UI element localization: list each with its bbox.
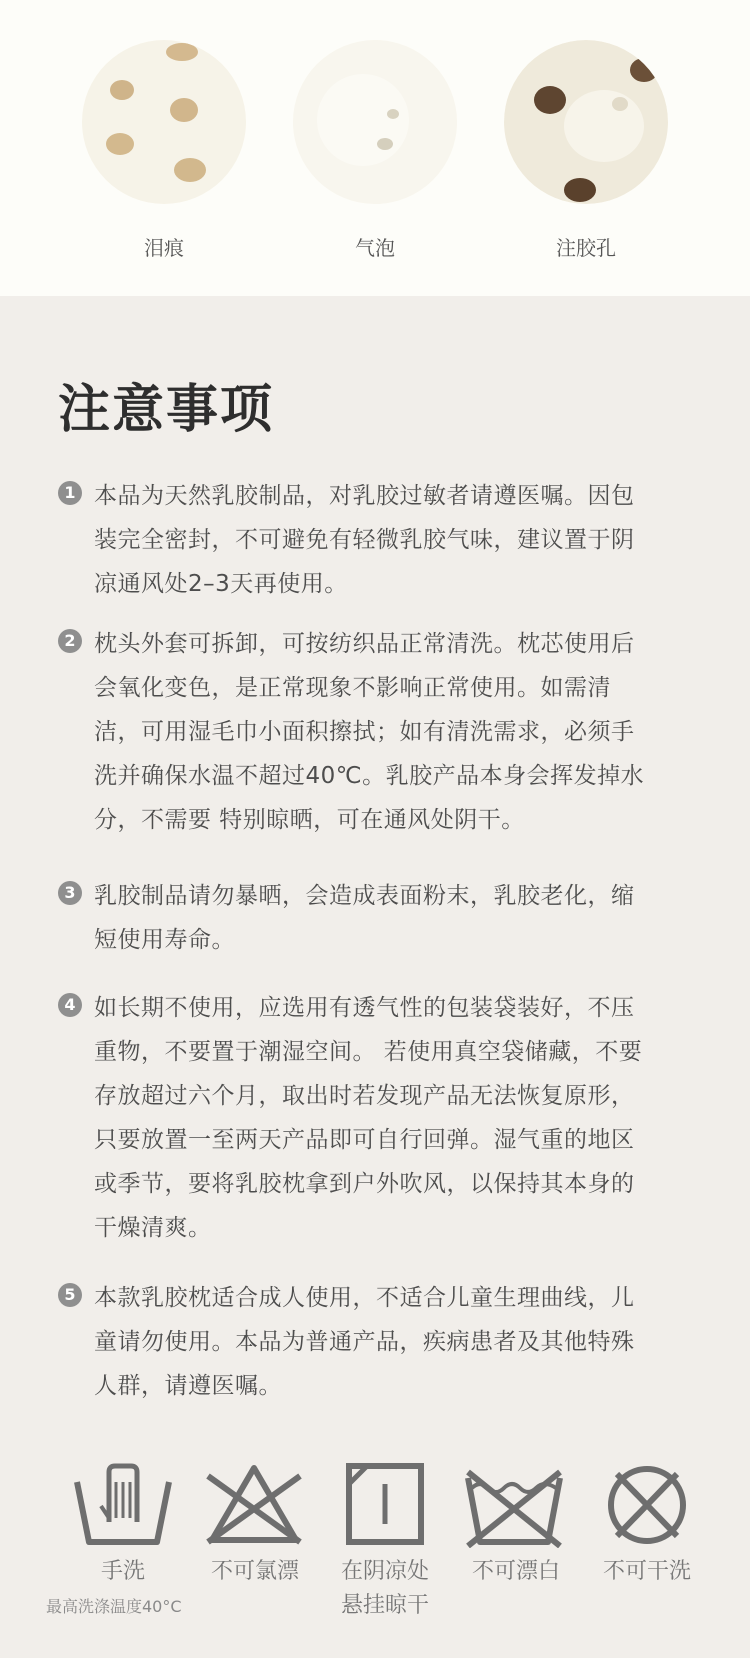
note-line: 或季节，要将乳胶枕拿到户外吹风，以保持其本身的 [94,1171,635,1197]
note-line: 乳胶制品请勿暴晒，会造成表面粉末，乳胶老化，缩 [94,883,635,909]
no-chlorine-bleach-icon [199,1450,309,1560]
note-line: 装完全密封，不可避免有轻微乳胶气味，建议置于阴 [94,527,635,553]
care-label-no-bleach: 不可漂白 [471,1559,560,1584]
care-label-line: 悬挂晾干 [340,1593,429,1618]
number-badge: 2 [58,629,82,653]
care-label-hand-wash: 手洗 [100,1559,145,1584]
note-line: 存放超过六个月，取出时若发现产品无法恢复原形， [94,1083,635,1109]
note-line: 人群，请遵医嘱。 [94,1373,282,1399]
defect-label-tear-marks: 泪痕 [144,236,184,260]
care-label-line: 在阴凉处 [340,1559,429,1584]
note-text [94,622,708,842]
note-text [94,986,708,1250]
care-label-no-chlorine-bleach: 不可氯漂 [210,1559,299,1584]
note-item [58,1276,708,1408]
note-line: 本品为天然乳胶制品，对乳胶过敏者请遵医嘱。因包 [94,483,635,509]
care-label-no-dry-clean: 不可干洗 [602,1559,691,1584]
note-text [94,474,708,606]
note-line: 如长期不使用，应选用有透气性的包装袋装好，不压 [94,995,635,1021]
note-line: 凉通风处2–3天再使用。 [94,571,348,597]
care-label-dry-in-shade [326,1555,444,1623]
note-line: 童请勿使用。本品为普通产品，疾病患者及其他特殊 [94,1329,635,1355]
note-item [58,874,708,962]
note-item [58,622,708,842]
tear-marks-swatch [82,40,246,204]
note-line: 分，不需要 特别晾晒，可在通风处阴干。 [94,807,525,833]
note-item [58,474,708,606]
line-dry-in-shade-icon [330,1450,440,1560]
notes-title: 注意事项 [58,380,275,440]
defects-panel [0,0,750,296]
note-text [94,874,708,962]
number-badge: 1 [58,481,82,505]
no-dry-clean-icon [592,1450,702,1560]
number-badge: 4 [58,993,82,1017]
air-bubble-swatch [293,40,457,204]
number-badge: 3 [58,881,82,905]
note-line: 会氧化变色，是正常现象不影响正常使用。如需清 [94,675,611,701]
note-line: 本款乳胶枕适合成人使用，不适合儿童生理曲线，儿 [94,1285,635,1311]
care-sub-max-wash-temp: 最高洗涤温度40°C [46,1597,182,1616]
note-text [94,1276,708,1408]
number-badge: 5 [58,1283,82,1307]
note-line: 只要放置一至两天产品即可自行回弹。湿气重的地区 [94,1127,635,1153]
defect-label-air-bubble: 气泡 [355,236,395,260]
note-line: 洁，可用湿毛巾小面积擦拭；如有清洗需求，必须手 [94,719,635,745]
hand-wash-icon [68,1450,178,1560]
note-line: 枕头外套可拆卸，可按纺织品正常清洗。枕芯使用后 [94,631,635,657]
note-line: 重物，不要置于潮湿空间。 若使用真空袋储藏，不要 [94,1039,643,1065]
note-line: 短使用寿命。 [94,927,235,953]
note-line: 干燥清爽。 [94,1215,212,1241]
no-bleach-icon [459,1450,569,1560]
note-line: 洗并确保水温不超过40℃。乳胶产品本身会挥发掉水 [94,763,645,789]
note-item [58,986,708,1250]
defect-label-injection-hole: 注胶孔 [556,236,616,260]
injection-hole-swatch [504,40,668,204]
